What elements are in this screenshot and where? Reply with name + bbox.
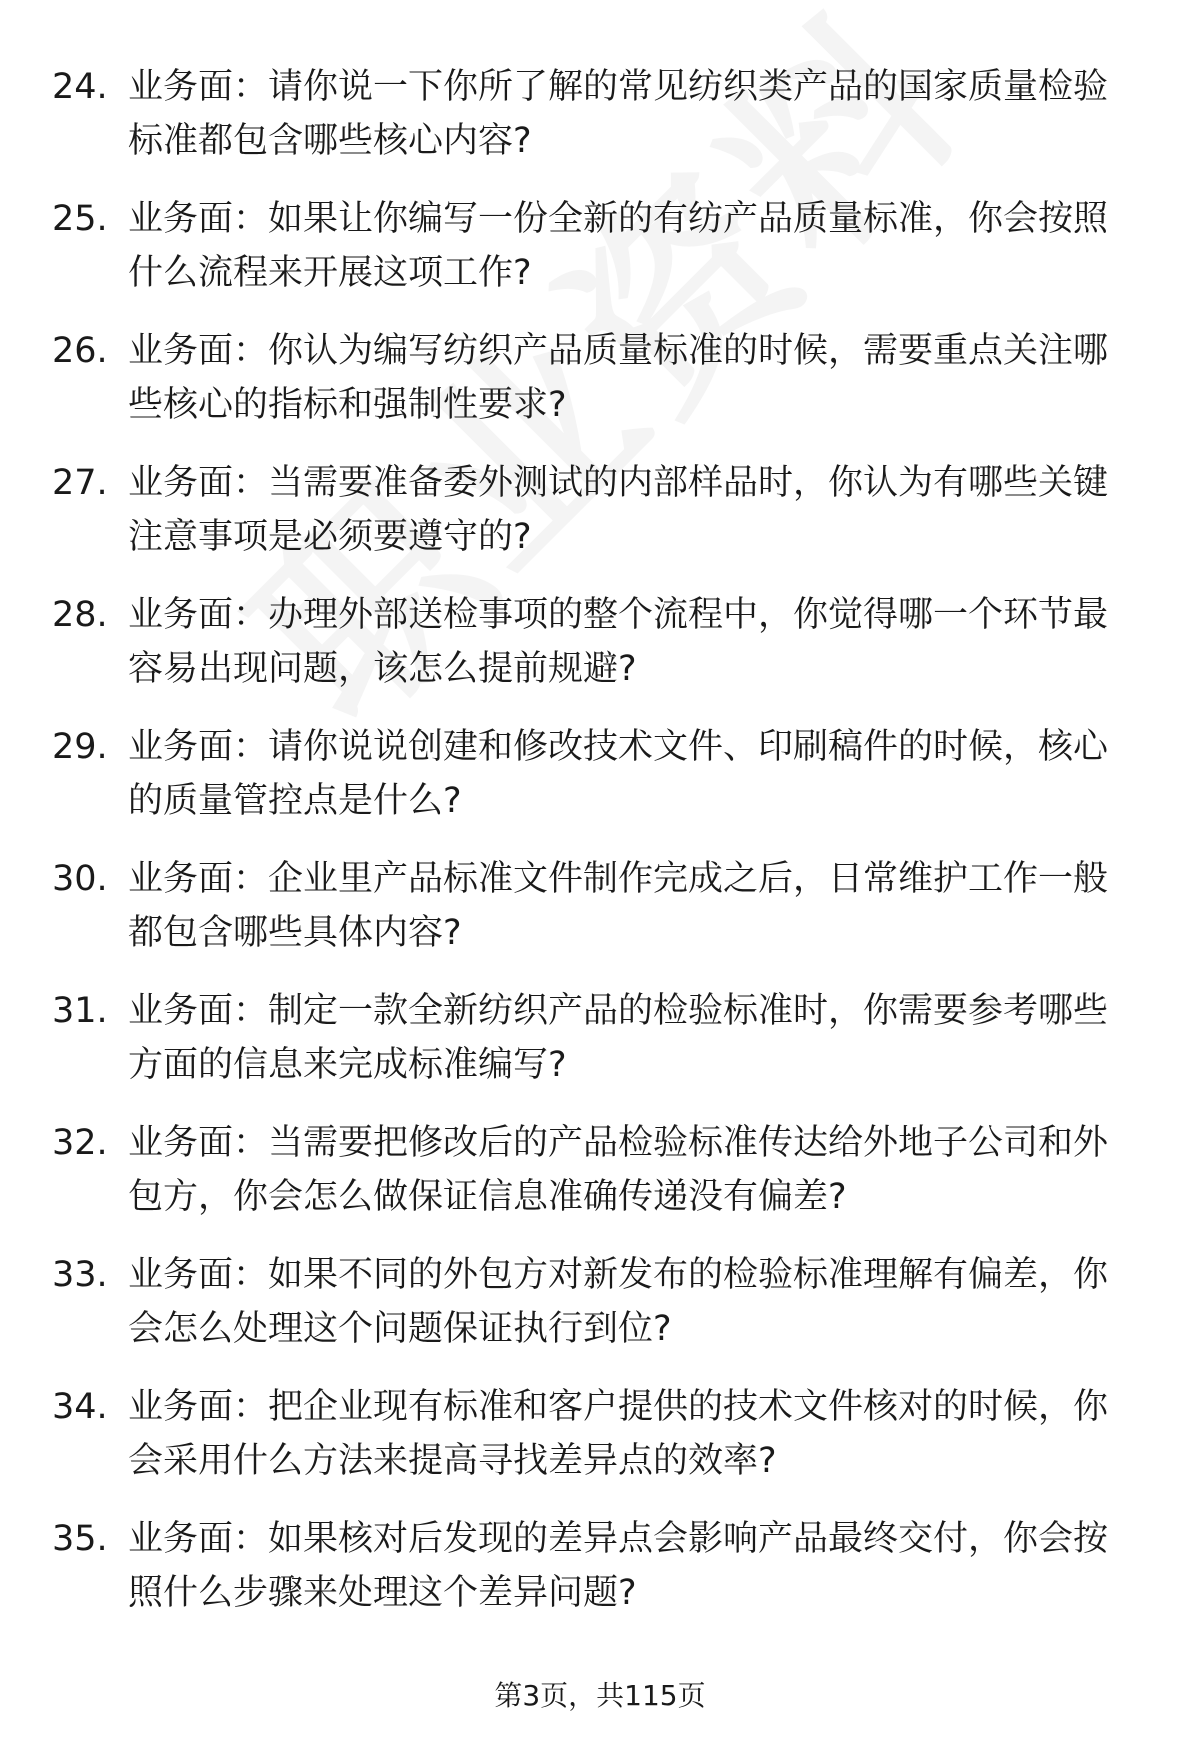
- question-number: 31.: [52, 991, 108, 1031]
- question-item: [52, 192, 1142, 324]
- question-item: [52, 852, 1142, 984]
- question-item: [52, 984, 1142, 1116]
- question-list: [52, 60, 1142, 1644]
- question-text: 业务面：当需要准备委外测试的内部样品时，你认为有哪些关键注意事项是必须要遵守的?: [128, 463, 1109, 557]
- question-item: [52, 456, 1142, 588]
- question-text: 业务面：制定一款全新纺织产品的检验标准时，你需要参考哪些方面的信息来完成标准编写?: [128, 991, 1109, 1085]
- question-number: 35.: [52, 1519, 108, 1559]
- question-item: [52, 720, 1142, 852]
- question-item: [52, 1512, 1142, 1644]
- question-item: [52, 60, 1142, 192]
- question-text: 业务面：企业里产品标准文件制作完成之后，日常维护工作一般都包含哪些具体内容?: [128, 859, 1109, 953]
- question-item: [52, 588, 1142, 720]
- question-number: 34.: [52, 1387, 108, 1427]
- question-text: 业务面：请你说一下你所了解的常见纺织类产品的国家质量检验标准都包含哪些核心内容?: [128, 67, 1109, 161]
- question-text: 业务面：把企业现有标准和客户提供的技术文件核对的时候，你会采用什么方法来提高寻找差异点的效率?: [128, 1387, 1109, 1481]
- question-number: 33.: [52, 1255, 108, 1295]
- question-text: 业务面：当需要把修改后的产品检验标准传达给外地子公司和外包方，你会怎么做保证信息准确传递没有偏差?: [128, 1123, 1109, 1217]
- question-number: 27.: [52, 463, 108, 503]
- question-number: 26.: [52, 331, 108, 371]
- question-text: 业务面：如果核对后发现的差异点会影响产品最终交付，你会按照什么步骤来处理这个差异问题?: [128, 1519, 1109, 1613]
- question-text: 业务面：如果不同的外包方对新发布的检验标准理解有偏差，你会怎么处理这个问题保证执行到位?: [128, 1255, 1109, 1349]
- question-number: 28.: [52, 595, 108, 635]
- question-number: 29.: [52, 727, 108, 767]
- question-text: 业务面：请你说说创建和修改技术文件、印刷稿件的时候，核心的质量管控点是什么?: [128, 727, 1109, 821]
- question-text: 业务面：办理外部送检事项的整个流程中，你觉得哪一个环节最容易出现问题，该怎么提前规避?: [128, 595, 1109, 689]
- question-number: 25.: [52, 199, 108, 239]
- page-footer: 第3页，共115页: [494, 1679, 706, 1712]
- question-number: 30.: [52, 859, 108, 899]
- question-item: [52, 1380, 1142, 1512]
- question-text: 业务面：你认为编写纺织产品质量标准的时候，需要重点关注哪些核心的指标和强制性要求?: [128, 331, 1109, 425]
- question-item: [52, 1116, 1142, 1248]
- question-item: [52, 324, 1142, 456]
- question-item: [52, 1248, 1142, 1380]
- question-number: 24.: [52, 67, 108, 107]
- question-number: 32.: [52, 1123, 108, 1163]
- question-text: 业务面：如果让你编写一份全新的有纺产品质量标准，你会按照什么流程来开展这项工作?: [128, 199, 1109, 293]
